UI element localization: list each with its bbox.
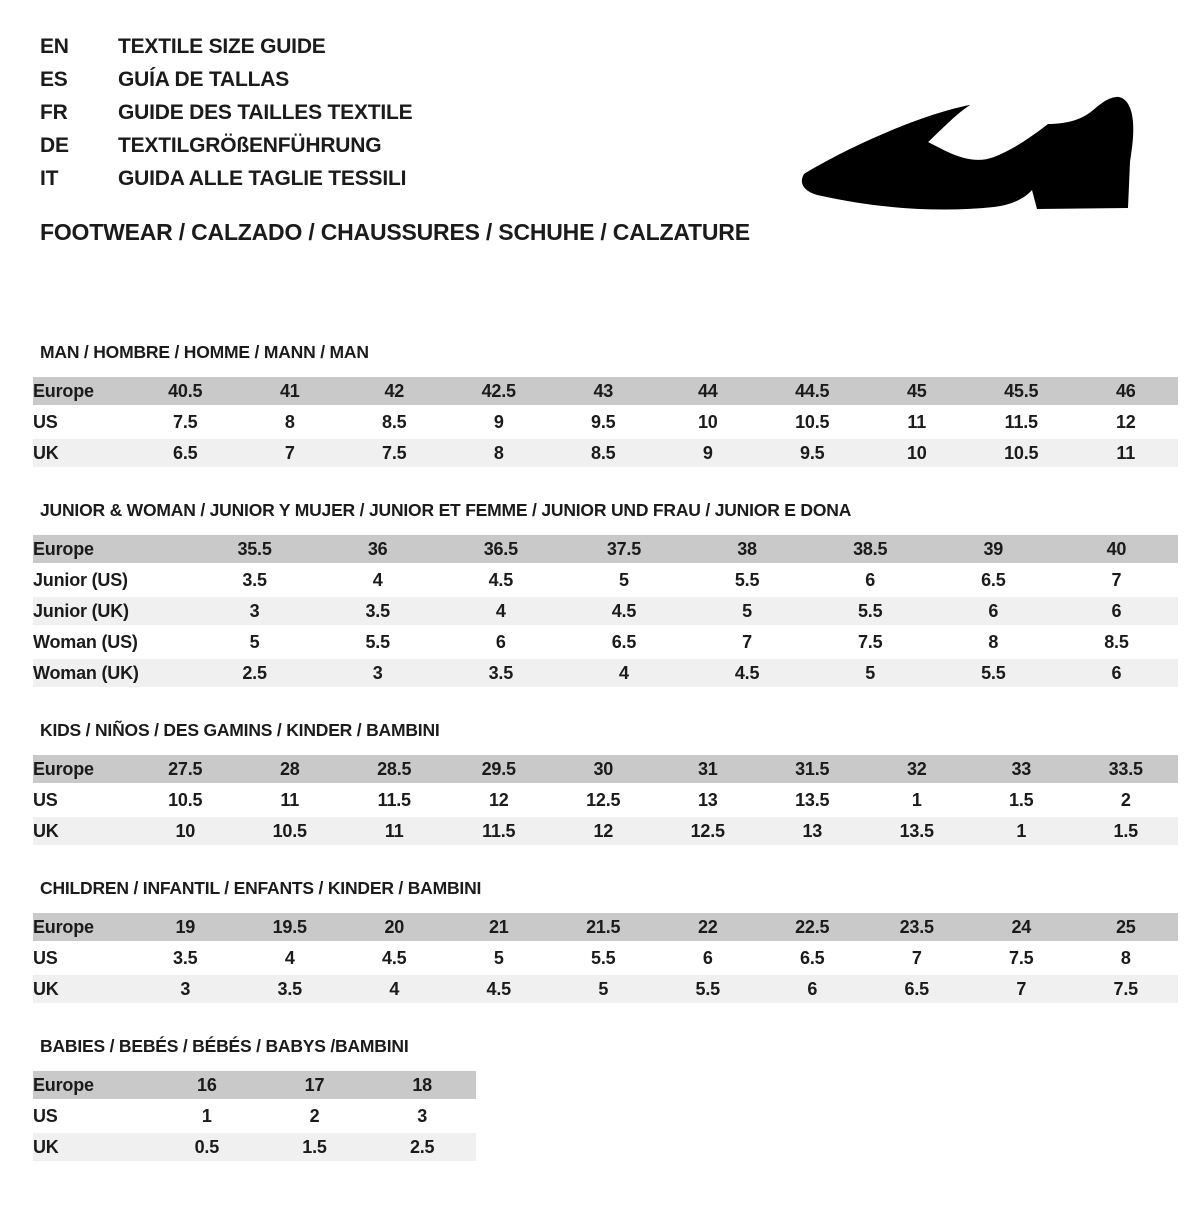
table-title: BABIES / BEBÉS / BÉBÉS / BABYS /BAMBINI <box>40 1036 409 1056</box>
size-value-cell: 12 <box>551 816 656 847</box>
language-row <box>40 63 1200 96</box>
size-value-cell: 6 <box>1055 658 1178 689</box>
size-value-cell: 21.5 <box>551 913 656 943</box>
size-row <box>33 816 1178 847</box>
size-value-cell: 28 <box>238 755 343 785</box>
size-value-cell: 13.5 <box>760 785 865 816</box>
size-table <box>33 1071 476 1164</box>
size-value-cell: 8 <box>932 627 1055 658</box>
size-value-cell: 7 <box>865 943 970 974</box>
size-value-cell: 6.5 <box>760 943 865 974</box>
size-value-cell: 8.5 <box>342 407 447 438</box>
size-table <box>33 535 1178 690</box>
size-value-cell: 32 <box>865 755 970 785</box>
size-value-cell: 4.5 <box>447 974 552 1005</box>
size-value-cell: 42.5 <box>447 377 552 407</box>
size-value-cell: 5 <box>809 658 932 689</box>
size-value-cell: 10.5 <box>760 407 865 438</box>
size-value-cell: 1 <box>865 785 970 816</box>
size-value-cell: 6.5 <box>932 565 1055 596</box>
dress-shoe-icon <box>798 94 1140 216</box>
size-value-cell: 3.5 <box>316 596 439 627</box>
size-value-cell: 7.5 <box>969 943 1074 974</box>
row-label-cell: Junior (US) <box>33 565 193 596</box>
size-value-cell: 7.5 <box>809 627 932 658</box>
size-row <box>33 1101 476 1132</box>
row-label-cell: Europe <box>33 913 133 943</box>
size-value-cell: 22.5 <box>760 913 865 943</box>
size-value-cell: 11.5 <box>969 407 1074 438</box>
size-row <box>33 438 1178 469</box>
language-label: GUÍA DE TALLAS <box>118 68 290 91</box>
row-label-cell: US <box>33 943 133 974</box>
size-value-cell: 29.5 <box>447 755 552 785</box>
size-value-cell: 3.5 <box>133 943 238 974</box>
size-value-cell: 3 <box>133 974 238 1005</box>
size-value-cell: 13.5 <box>865 816 970 847</box>
size-row <box>33 565 1178 596</box>
row-label-cell: UK <box>33 1132 153 1163</box>
size-value-cell: 3.5 <box>238 974 343 1005</box>
size-value-cell: 4.5 <box>686 658 809 689</box>
table-title: KIDS / NIÑOS / DES GAMINS / KINDER / BAMBINI <box>40 720 440 740</box>
row-label-cell: Woman (US) <box>33 627 193 658</box>
size-value-cell: 24 <box>969 913 1074 943</box>
size-value-cell: 10.5 <box>238 816 343 847</box>
size-value-cell: 6 <box>760 974 865 1005</box>
size-value-cell: 12 <box>1074 407 1179 438</box>
size-value-cell: 35.5 <box>193 535 316 565</box>
size-value-cell: 5 <box>551 974 656 1005</box>
size-table-section <box>33 342 1200 470</box>
size-value-cell: 3 <box>316 658 439 689</box>
size-value-cell: 7.5 <box>342 438 447 469</box>
size-value-cell: 43 <box>551 377 656 407</box>
size-value-cell: 7.5 <box>133 407 238 438</box>
size-row <box>33 535 1178 565</box>
size-value-cell: 33 <box>969 755 1074 785</box>
language-label: TEXTILE SIZE GUIDE <box>118 35 326 58</box>
size-value-cell: 11 <box>865 407 970 438</box>
size-table-section <box>33 878 1200 1006</box>
size-value-cell: 11 <box>342 816 447 847</box>
size-value-cell: 2.5 <box>193 658 316 689</box>
size-value-cell: 7 <box>238 438 343 469</box>
size-value-cell: 5.5 <box>551 943 656 974</box>
size-value-cell: 5 <box>193 627 316 658</box>
language-label: TEXTILGRÖßENFÜHRUNG <box>118 134 382 157</box>
size-value-cell: 4.5 <box>342 943 447 974</box>
size-value-cell: 10 <box>656 407 761 438</box>
size-value-cell: 31.5 <box>760 755 865 785</box>
size-table <box>33 913 1178 1006</box>
size-row <box>33 785 1178 816</box>
size-value-cell: 11 <box>1074 438 1179 469</box>
language-row <box>40 30 1200 63</box>
size-value-cell: 3 <box>368 1101 476 1132</box>
size-value-cell: 46 <box>1074 377 1179 407</box>
size-value-cell: 8 <box>447 438 552 469</box>
size-value-cell: 39 <box>932 535 1055 565</box>
category-heading: FOOTWEAR / CALZADO / CHAUSSURES / SCHUHE / CALZATURE <box>40 219 750 245</box>
size-value-cell: 1.5 <box>1074 816 1179 847</box>
size-value-cell: 36.5 <box>439 535 562 565</box>
size-value-cell: 6.5 <box>865 974 970 1005</box>
table-title: CHILDREN / INFANTIL / ENFANTS / KINDER / BAMBINI <box>40 878 482 898</box>
size-row <box>33 943 1178 974</box>
size-value-cell: 19 <box>133 913 238 943</box>
row-label-cell: UK <box>33 974 133 1005</box>
size-table-section <box>33 500 1200 690</box>
size-value-cell: 4 <box>316 565 439 596</box>
size-value-cell: 9 <box>447 407 552 438</box>
row-label-cell: Woman (UK) <box>33 658 193 689</box>
table-title: JUNIOR & WOMAN / JUNIOR Y MUJER / JUNIOR ET FEMME / JUNIOR UND FRAU / JUNIOR E DONA <box>40 500 852 520</box>
size-value-cell: 21 <box>447 913 552 943</box>
size-table-section <box>33 720 1200 848</box>
row-label-cell: UK <box>33 438 133 469</box>
size-value-cell: 4 <box>238 943 343 974</box>
size-value-cell: 19.5 <box>238 913 343 943</box>
size-value-cell: 6 <box>656 943 761 974</box>
size-row <box>33 658 1178 689</box>
size-value-cell: 6.5 <box>133 438 238 469</box>
size-value-cell: 5.5 <box>656 974 761 1005</box>
size-value-cell: 11 <box>238 785 343 816</box>
language-code: FR <box>40 101 68 124</box>
language-label: GUIDA ALLE TAGLIE TESSILI <box>118 167 407 190</box>
row-label-cell: Europe <box>33 755 133 785</box>
size-value-cell: 41 <box>238 377 343 407</box>
size-row <box>33 1071 476 1101</box>
size-value-cell: 5.5 <box>932 658 1055 689</box>
size-value-cell: 10.5 <box>969 438 1074 469</box>
size-value-cell: 9.5 <box>760 438 865 469</box>
size-value-cell: 8.5 <box>1055 627 1178 658</box>
size-value-cell: 27.5 <box>133 755 238 785</box>
size-value-cell: 10 <box>865 438 970 469</box>
size-table-section <box>33 1036 1200 1164</box>
size-value-cell: 6 <box>439 627 562 658</box>
size-value-cell: 2 <box>261 1101 369 1132</box>
size-value-cell: 8 <box>238 407 343 438</box>
language-label: GUIDE DES TAILLES TEXTILE <box>118 101 413 124</box>
size-value-cell: 1.5 <box>261 1132 369 1163</box>
row-label-cell: UK <box>33 816 133 847</box>
size-value-cell: 12 <box>447 785 552 816</box>
size-table <box>33 755 1178 848</box>
size-value-cell: 7 <box>1055 565 1178 596</box>
size-value-cell: 37.5 <box>562 535 685 565</box>
size-value-cell: 11.5 <box>447 816 552 847</box>
size-value-cell: 30 <box>551 755 656 785</box>
row-label-cell: US <box>33 785 133 816</box>
size-value-cell: 8 <box>1074 943 1179 974</box>
row-label-cell: Europe <box>33 1071 153 1101</box>
size-value-cell: 45 <box>865 377 970 407</box>
size-value-cell: 5 <box>447 943 552 974</box>
size-value-cell: 10.5 <box>133 785 238 816</box>
size-row <box>33 913 1178 943</box>
size-value-cell: 6 <box>932 596 1055 627</box>
row-label-cell: US <box>33 1101 153 1132</box>
size-value-cell: 40.5 <box>133 377 238 407</box>
size-row <box>33 377 1178 407</box>
size-value-cell: 20 <box>342 913 447 943</box>
size-value-cell: 9 <box>656 438 761 469</box>
size-row <box>33 1132 476 1163</box>
language-code: ES <box>40 68 68 91</box>
size-value-cell: 12.5 <box>656 816 761 847</box>
size-value-cell: 11.5 <box>342 785 447 816</box>
size-value-cell: 38.5 <box>809 535 932 565</box>
size-value-cell: 7 <box>686 627 809 658</box>
size-value-cell: 9.5 <box>551 407 656 438</box>
size-value-cell: 44.5 <box>760 377 865 407</box>
size-value-cell: 42 <box>342 377 447 407</box>
size-value-cell: 3.5 <box>193 565 316 596</box>
size-value-cell: 13 <box>760 816 865 847</box>
size-value-cell: 12.5 <box>551 785 656 816</box>
size-value-cell: 1.5 <box>969 785 1074 816</box>
size-value-cell: 44 <box>656 377 761 407</box>
size-value-cell: 5.5 <box>686 565 809 596</box>
size-value-cell: 23.5 <box>865 913 970 943</box>
size-value-cell: 16 <box>153 1071 261 1101</box>
size-row <box>33 974 1178 1005</box>
size-row <box>33 596 1178 627</box>
size-value-cell: 5 <box>562 565 685 596</box>
size-value-cell: 6 <box>809 565 932 596</box>
size-value-cell: 38 <box>686 535 809 565</box>
row-label-cell: Europe <box>33 535 193 565</box>
table-title: MAN / HOMBRE / HOMME / MANN / MAN <box>40 342 369 362</box>
size-value-cell: 3.5 <box>439 658 562 689</box>
language-code: EN <box>40 35 69 58</box>
size-value-cell: 31 <box>656 755 761 785</box>
size-value-cell: 33.5 <box>1074 755 1179 785</box>
size-value-cell: 5.5 <box>809 596 932 627</box>
page-header <box>0 30 1200 246</box>
size-value-cell: 25 <box>1074 913 1179 943</box>
size-table <box>33 377 1178 470</box>
size-value-cell: 28.5 <box>342 755 447 785</box>
size-value-cell: 6 <box>1055 596 1178 627</box>
size-value-cell: 17 <box>261 1071 369 1101</box>
size-value-cell: 5.5 <box>316 627 439 658</box>
size-value-cell: 18 <box>368 1071 476 1101</box>
size-value-cell: 13 <box>656 785 761 816</box>
size-value-cell: 1 <box>153 1101 261 1132</box>
row-label-cell: US <box>33 407 133 438</box>
size-value-cell: 4 <box>439 596 562 627</box>
size-value-cell: 40 <box>1055 535 1178 565</box>
size-value-cell: 10 <box>133 816 238 847</box>
row-label-cell: Europe <box>33 377 133 407</box>
size-value-cell: 0.5 <box>153 1132 261 1163</box>
size-row <box>33 627 1178 658</box>
language-code: IT <box>40 167 59 190</box>
size-value-cell: 7 <box>969 974 1074 1005</box>
size-value-cell: 36 <box>316 535 439 565</box>
size-row <box>33 407 1178 438</box>
size-value-cell: 2.5 <box>368 1132 476 1163</box>
language-code: DE <box>40 134 69 157</box>
size-value-cell: 7.5 <box>1074 974 1179 1005</box>
size-value-cell: 4.5 <box>439 565 562 596</box>
size-value-cell: 1 <box>969 816 1074 847</box>
size-tables <box>33 342 1200 1164</box>
size-value-cell: 2 <box>1074 785 1179 816</box>
size-value-cell: 45.5 <box>969 377 1074 407</box>
row-label-cell: Junior (UK) <box>33 596 193 627</box>
size-value-cell: 5 <box>686 596 809 627</box>
size-value-cell: 4 <box>562 658 685 689</box>
size-value-cell: 4 <box>342 974 447 1005</box>
size-row <box>33 755 1178 785</box>
size-value-cell: 6.5 <box>562 627 685 658</box>
size-value-cell: 22 <box>656 913 761 943</box>
size-value-cell: 3 <box>193 596 316 627</box>
size-value-cell: 8.5 <box>551 438 656 469</box>
size-value-cell: 4.5 <box>562 596 685 627</box>
